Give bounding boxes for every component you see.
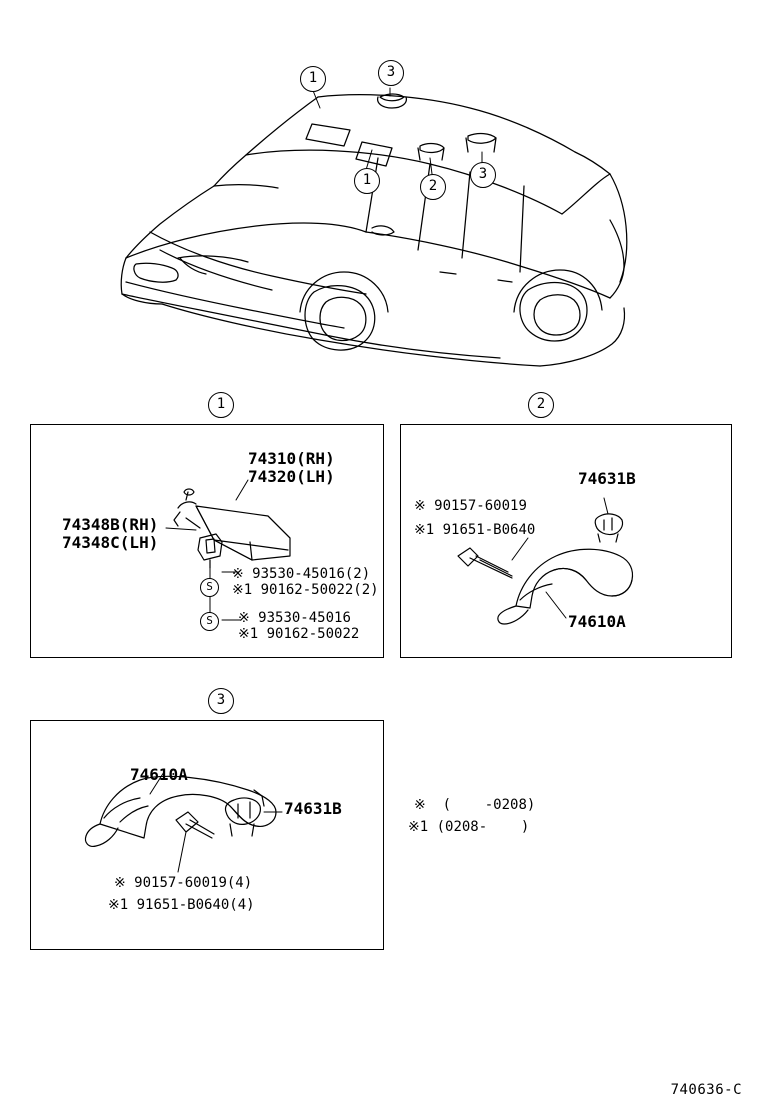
panel-3-label-91651: ※1 91651-B0640(4) <box>108 897 255 913</box>
panel-1-label-74310: 74310(RH) <box>248 449 335 468</box>
panel-2-number: 2 <box>528 392 554 418</box>
panel-1-number: 1 <box>208 392 234 418</box>
panel-2-label-74631b: 74631B <box>578 469 636 488</box>
panel-1-label-93530-b: ※ 93530-45016 <box>238 610 351 626</box>
panel-2-label-91651: ※1 91651-B0640 <box>414 522 536 538</box>
panel-1-label-90162-a: ※1 90162-50022(2) <box>232 582 379 598</box>
panel-3-number: 3 <box>208 688 234 714</box>
callout-3-top: 3 <box>378 60 404 86</box>
legend-line-2: ※1 (0208- ) <box>408 819 530 835</box>
callout-3-roof: 3 <box>470 162 496 188</box>
panel-1-label-74348b: 74348B(RH) <box>62 515 159 534</box>
panel-1-screw-marker-1: S <box>200 578 219 597</box>
panel-1-label-74320: 74320(LH) <box>248 467 335 486</box>
legend-line-1: ※ ( -0208) <box>414 797 536 813</box>
panel-2-label-74610a: 74610A <box>568 612 626 631</box>
panel-2-label-90157: ※ 90157-60019 <box>414 498 527 514</box>
panel-1-label-93530-a: ※ 93530-45016(2) <box>232 566 371 582</box>
panel-3-label-90157: ※ 90157-60019(4) <box>114 875 253 891</box>
callout-1-top: 1 <box>300 66 326 92</box>
panel-1-screw-marker-2: S <box>200 612 219 631</box>
panel-1-label-90162-b: ※1 90162-50022 <box>238 626 360 642</box>
panel-1-label-74348c: 74348C(LH) <box>62 533 159 552</box>
panel-3-label-74610a: 74610A <box>130 765 188 784</box>
callout-1-roof: 1 <box>354 168 380 194</box>
diagram-code: 740636-C <box>670 1082 742 1098</box>
callout-2-roof: 2 <box>420 174 446 200</box>
panel-3-label-74631b: 74631B <box>284 799 342 818</box>
